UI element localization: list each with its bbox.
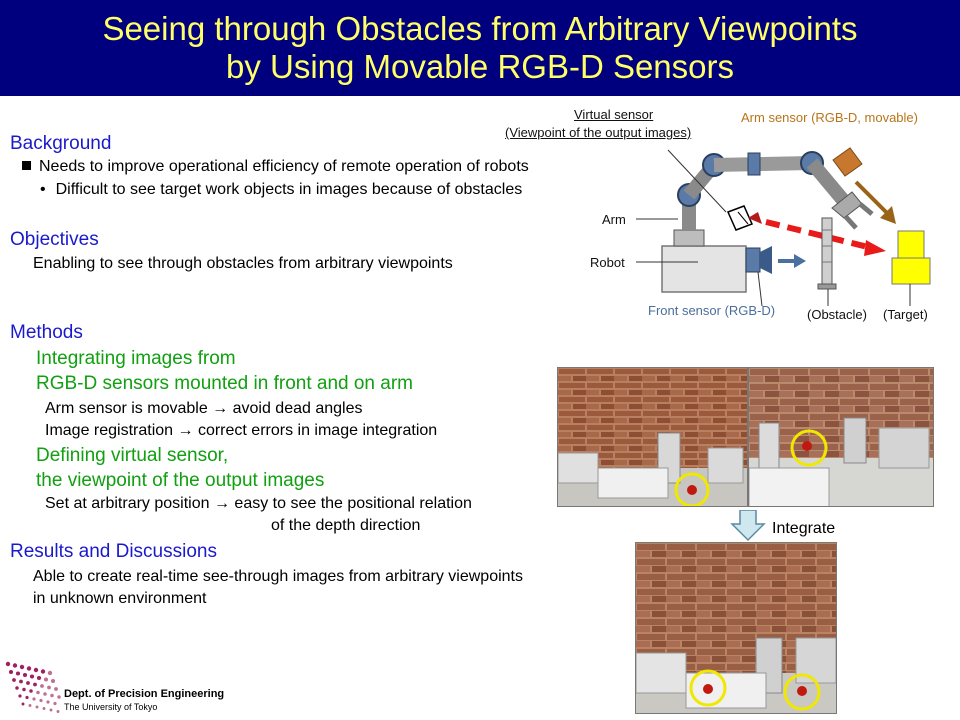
logo-dot [43, 692, 47, 696]
logo-dot [36, 691, 40, 695]
arm-upper-link [714, 163, 812, 165]
results-line-1: Able to create real-time see-through images from arbitrary viewpoints [33, 568, 523, 585]
front-sensor-arrow-head [794, 254, 806, 268]
logo-dot [29, 704, 32, 707]
methods-set-note-line-1: Set at arbitrary position → easy to see the positional relation [45, 495, 472, 512]
robot-base-shape [662, 246, 746, 292]
logo-dot [15, 686, 19, 690]
square-bullet-icon [22, 161, 31, 170]
logo-dot [53, 702, 56, 705]
background-point-2 [40, 179, 522, 201]
title-bar [0, 0, 960, 96]
objectives-text: Enabling to see through obstacles from arbitrary viewpoints [33, 255, 453, 272]
methods-registration-note: Image registration → correct errors in image integration [45, 422, 438, 439]
obstacle-base [818, 284, 836, 289]
university-name: The University of Tokyo [64, 702, 158, 712]
integrated-output-photo-drawing [636, 543, 837, 714]
obstacle-label: (Obstacle) [807, 307, 867, 322]
logo-dot [50, 694, 54, 698]
logo-dot [26, 681, 30, 685]
logo-dot [20, 665, 24, 669]
dot-bullet-icon: • [40, 181, 46, 198]
logo-dot [43, 707, 46, 710]
logo-dot [40, 684, 44, 688]
methods-virtual-line-2: the viewpoint of the output images [36, 470, 325, 491]
background-point-1-text: Needs to improve operational efficiency of remote operation of robots [39, 158, 529, 175]
logo-dot [37, 676, 41, 680]
logo-dot [25, 696, 28, 699]
logo-dot [34, 668, 38, 672]
robot-label: Robot [590, 255, 625, 270]
front-sensor-shape [746, 248, 760, 272]
arm-flange [748, 153, 760, 175]
obstacle-shape [822, 218, 832, 284]
logo-dot [46, 700, 49, 703]
title-line-1: Seeing through Obstacles from Arbitrary Viewpoints [102, 10, 858, 47]
logo-dot [22, 703, 25, 706]
logo-dot [39, 699, 42, 702]
dept-name: Dept. of Precision Engineering [64, 688, 225, 700]
logo-dot [12, 678, 16, 682]
virtual-sensor-sub-label: (Viewpoint of the output images) [505, 125, 692, 140]
arm-pedestal-shape [674, 230, 704, 246]
logo-dot [30, 674, 34, 678]
arm-sensor-arrow-line [856, 182, 888, 214]
integrate-arrow [730, 510, 766, 542]
gripper-finger-2 [860, 204, 872, 214]
arm-sensor-label: Arm sensor (RGB-D, movable) [741, 110, 918, 125]
front-sensor-label: Front sensor (RGB-D) [648, 303, 776, 318]
logo-dot [36, 706, 39, 709]
logo-dot [50, 709, 53, 712]
background-point-1 [22, 156, 529, 178]
methods-integrating-line-2: RGB-D sensors mounted in front and on arm [36, 373, 414, 394]
methods-arm-note: Arm sensor is movable → avoid dead angles [45, 400, 363, 417]
target-label: (Target) [883, 307, 928, 322]
logo-dot [23, 673, 27, 677]
arm-label: Arm [602, 212, 626, 227]
methods-virtual-line-1: Defining virtual sensor, [36, 445, 229, 466]
front-sensor-photo [557, 367, 748, 507]
target-upper-block [898, 231, 924, 258]
logo-dot [57, 710, 60, 713]
gripper-finger-1 [846, 217, 856, 228]
integrated-output-photo [635, 542, 837, 714]
methods-integrating-line-1: Integrating images from [36, 348, 236, 369]
arm-sensor-photo [748, 367, 934, 507]
objectives-heading: Objectives [10, 229, 99, 250]
logo-dot [9, 670, 13, 674]
down-arrow-icon [730, 510, 766, 542]
background-point-2-text: Difficult to see target work objects in images because of obstacles [55, 181, 523, 198]
logo-dot [18, 694, 21, 697]
logo-dot [6, 662, 10, 666]
arm-sensor-shape [833, 148, 862, 176]
methods-set-note-line-2: of the depth direction [271, 517, 421, 534]
logo-dot [19, 680, 23, 684]
title-line-2: by Using Movable RGB-D Sensors [225, 48, 735, 85]
logo-dot [16, 671, 20, 675]
logo-dot [48, 671, 52, 675]
arm-wrist-link [812, 163, 843, 200]
logo-dot [27, 666, 31, 670]
logo-dot [41, 669, 45, 673]
results-heading: Results and Discussions [10, 541, 217, 562]
logo-dots-icon [4, 660, 64, 715]
logo-dot [13, 663, 17, 667]
arm-sensor-photo-drawing [749, 368, 934, 507]
front-sensor-lens [760, 246, 772, 274]
logo-dot [44, 677, 48, 681]
background-heading: Background [10, 133, 112, 154]
logo-dot [29, 689, 33, 693]
logo-dot [57, 695, 61, 699]
virtual-view-arrow-head [864, 240, 886, 256]
methods-heading: Methods [10, 322, 83, 343]
logo-dot [47, 686, 51, 690]
integrate-label: Integrate [772, 520, 836, 537]
front-sensor-leader-line [758, 272, 762, 306]
virtual-sensor-label: Virtual sensor [574, 107, 654, 122]
university-logo [4, 660, 64, 715]
logo-dot [33, 683, 37, 687]
logo-dot [22, 688, 26, 692]
logo-dot [54, 687, 58, 691]
logo-dot [32, 697, 35, 700]
front-sensor-photo-drawing [558, 368, 748, 507]
logo-dot [51, 679, 55, 683]
target-lower-block [892, 258, 930, 284]
results-line-2: in unknown environment [33, 590, 207, 607]
